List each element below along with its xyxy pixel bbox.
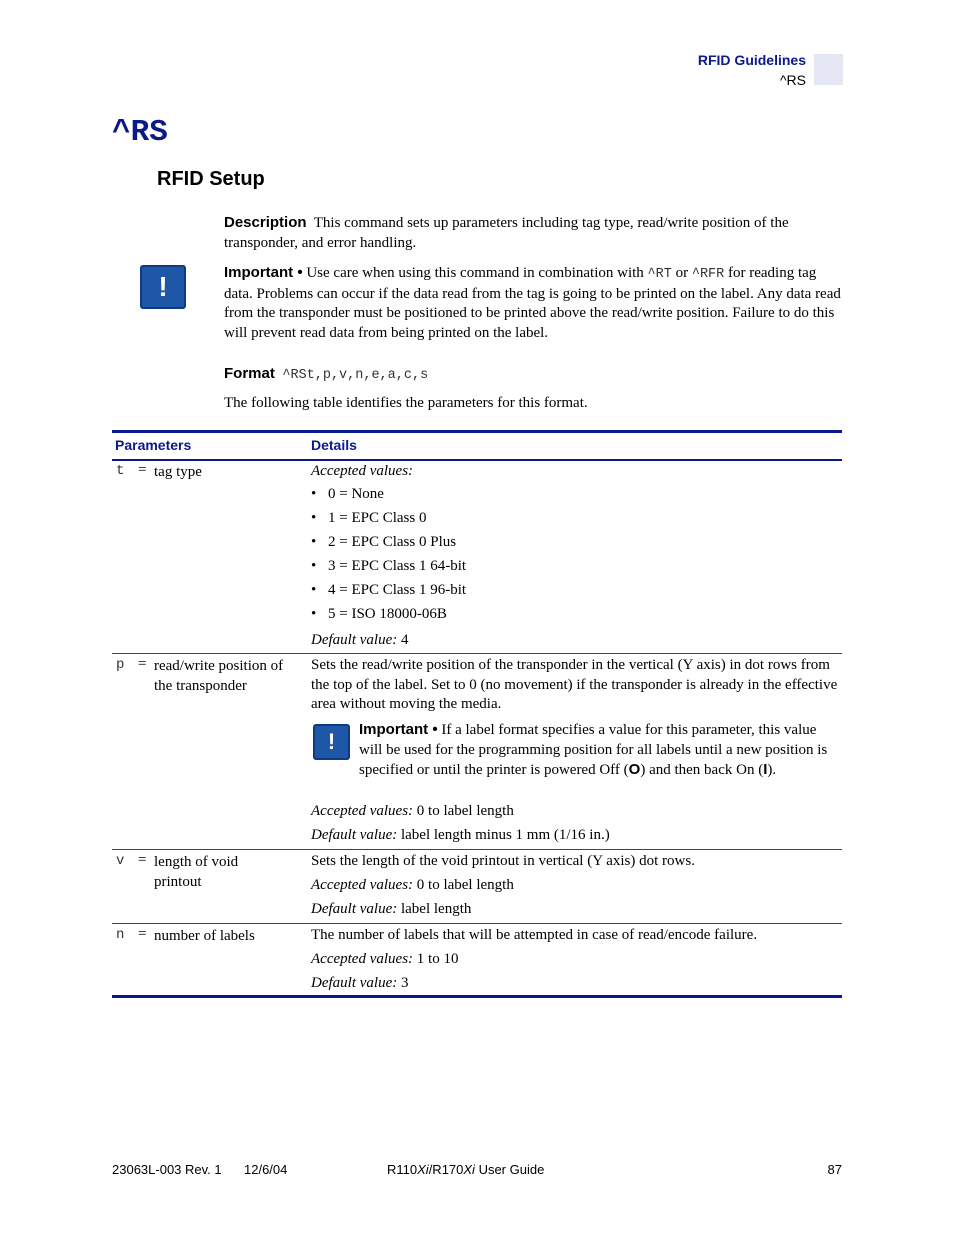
accepted-label: Accepted values: — [311, 951, 414, 967]
param-name: read/write position of the transponder — [154, 658, 284, 694]
format-intro: The following table identifies the parameters for this format. — [224, 395, 588, 411]
option-text: 1 = EPC Class 0 — [328, 510, 427, 526]
param-equals: = — [138, 462, 147, 478]
detail-text: Sets the length of the void printout in vertical (Y axis) dot rows. — [311, 853, 695, 869]
description-label: Description — [224, 214, 307, 231]
table-header-parameters: Parameters — [115, 437, 192, 453]
footer-doc-id: 23063L-003 Rev. 1 — [112, 1162, 222, 1177]
description-text: This command sets up parameters including tag type, read/write position of the transponder, and error handling. — [224, 215, 789, 251]
important-label: Important • — [224, 264, 303, 281]
footer-guide-title — [387, 1162, 544, 1177]
default-text: label length — [400, 901, 472, 917]
important-label: Important • — [359, 721, 438, 738]
accepted-values — [311, 950, 842, 970]
table-bottom-rule — [112, 995, 842, 998]
footer-page-number: 87 — [827, 1162, 842, 1177]
accepted-values — [311, 802, 842, 822]
param-code: p — [116, 657, 125, 673]
param-code: t — [116, 463, 125, 479]
format-label: Format — [224, 365, 275, 382]
format-syntax: ^RSt,p,v,n,e,a,c,s — [282, 368, 429, 383]
important-text-1: If a label format specifies a value for this parameter, this value will be used for the programming position for all labels until a new position is specified or until the printer is powered Off ( — [359, 722, 828, 778]
default-text: 4 — [400, 632, 409, 648]
row-divider — [112, 653, 842, 654]
detail-text: Sets the read/write position of the transponder in the vertical (Y axis) in dot rows from the top of the label. Set to 0 (no movement) if the transponder is already in the effective area without moving the media. — [311, 657, 838, 712]
param-equals: = — [138, 852, 147, 868]
param-equals: = — [138, 656, 147, 672]
important-note — [359, 720, 829, 781]
command-title: RFID Setup — [157, 168, 265, 190]
detail-text: The number of labels that will be attempted in case of read/encode failure. — [311, 927, 758, 943]
header-subsection: ^RS — [779, 72, 806, 88]
param-name: tag type — [154, 464, 202, 480]
accepted-label: Accepted values: — [311, 803, 414, 819]
option-text: 4 = EPC Class 1 96-bit — [328, 582, 467, 598]
important-text-3: ). — [767, 762, 777, 778]
description-paragraph — [224, 213, 844, 253]
list-item: • 2 = EPC Class 0 Plus — [311, 534, 457, 550]
accepted-text: 1 to 10 — [416, 951, 459, 967]
guide-italic: Xi — [463, 1162, 475, 1177]
list-item: • 3 = EPC Class 1 64-bit — [311, 558, 467, 574]
option-text: 3 = EPC Class 1 64-bit — [328, 558, 467, 574]
accepted-label: Accepted values: — [311, 463, 414, 479]
table-top-rule — [112, 430, 842, 433]
accepted-text: 0 to label length — [416, 877, 514, 893]
default-label: Default value: — [311, 901, 398, 917]
default-label: Default value: — [311, 632, 398, 648]
accepted-text: 0 to label length — [416, 803, 514, 819]
important-text-or: or — [675, 265, 689, 281]
option-text: 2 = EPC Class 0 Plus — [328, 534, 457, 550]
table-header-details: Details — [311, 437, 357, 453]
default-value — [311, 974, 842, 994]
header-tab-marker — [814, 54, 843, 85]
command-name: ^RS — [112, 115, 168, 150]
off-symbol: O — [628, 761, 641, 778]
list-item: • 0 = None — [311, 486, 384, 502]
header-section: RFID Guidelines — [697, 52, 806, 68]
important-text-1: Use care when using this command in combination with — [306, 265, 644, 281]
format-line — [224, 364, 844, 386]
param-name: number of labels — [154, 928, 255, 944]
option-text: 0 = None — [328, 486, 384, 502]
list-item: • 5 = ISO 18000-06B — [311, 606, 447, 622]
list-item: • 1 = EPC Class 0 — [311, 510, 427, 526]
param-name: length of void printout — [154, 854, 239, 890]
row-divider — [112, 923, 842, 924]
default-value — [311, 631, 842, 651]
option-text: 5 = ISO 18000-06B — [328, 606, 447, 622]
default-value — [311, 900, 842, 920]
param-code: v — [116, 853, 125, 869]
important-code-rfr: ^RFR — [691, 267, 725, 282]
accepted-values — [311, 462, 842, 482]
important-icon-small: ! — [313, 724, 350, 760]
important-paragraph — [224, 263, 844, 343]
guide-italic: Xi — [417, 1162, 429, 1177]
important-text-2: for reading tag data. Problems can occur if the data read from the tag is going to be printed on the label. Any data read from the transponder must be positioned to be printed above the read/write position. Failure to do this will prevent read data from being printed on the label. — [224, 265, 841, 341]
default-text: label length minus 1 mm (1/16 in.) — [400, 827, 610, 843]
important-code-rt: ^RT — [647, 267, 672, 282]
footer-date: 12/6/04 — [244, 1162, 288, 1177]
param-code: n — [116, 927, 125, 943]
accepted-values — [311, 876, 842, 896]
default-text: 3 — [400, 975, 409, 991]
guide-part: User Guide — [474, 1162, 545, 1177]
on-symbol: I — [763, 761, 768, 778]
guide-part: /R170 — [428, 1162, 464, 1177]
accepted-label: Accepted values: — [311, 877, 414, 893]
table-header-rule — [112, 459, 842, 461]
important-icon: ! — [140, 265, 186, 309]
default-label: Default value: — [311, 975, 398, 991]
important-text-2: ) and then back On ( — [640, 762, 764, 778]
guide-part: R110 — [387, 1162, 418, 1177]
list-item: • 4 = EPC Class 1 96-bit — [311, 582, 467, 598]
default-value — [311, 826, 842, 846]
param-equals: = — [138, 926, 147, 942]
default-label: Default value: — [311, 827, 398, 843]
row-divider — [112, 849, 842, 850]
